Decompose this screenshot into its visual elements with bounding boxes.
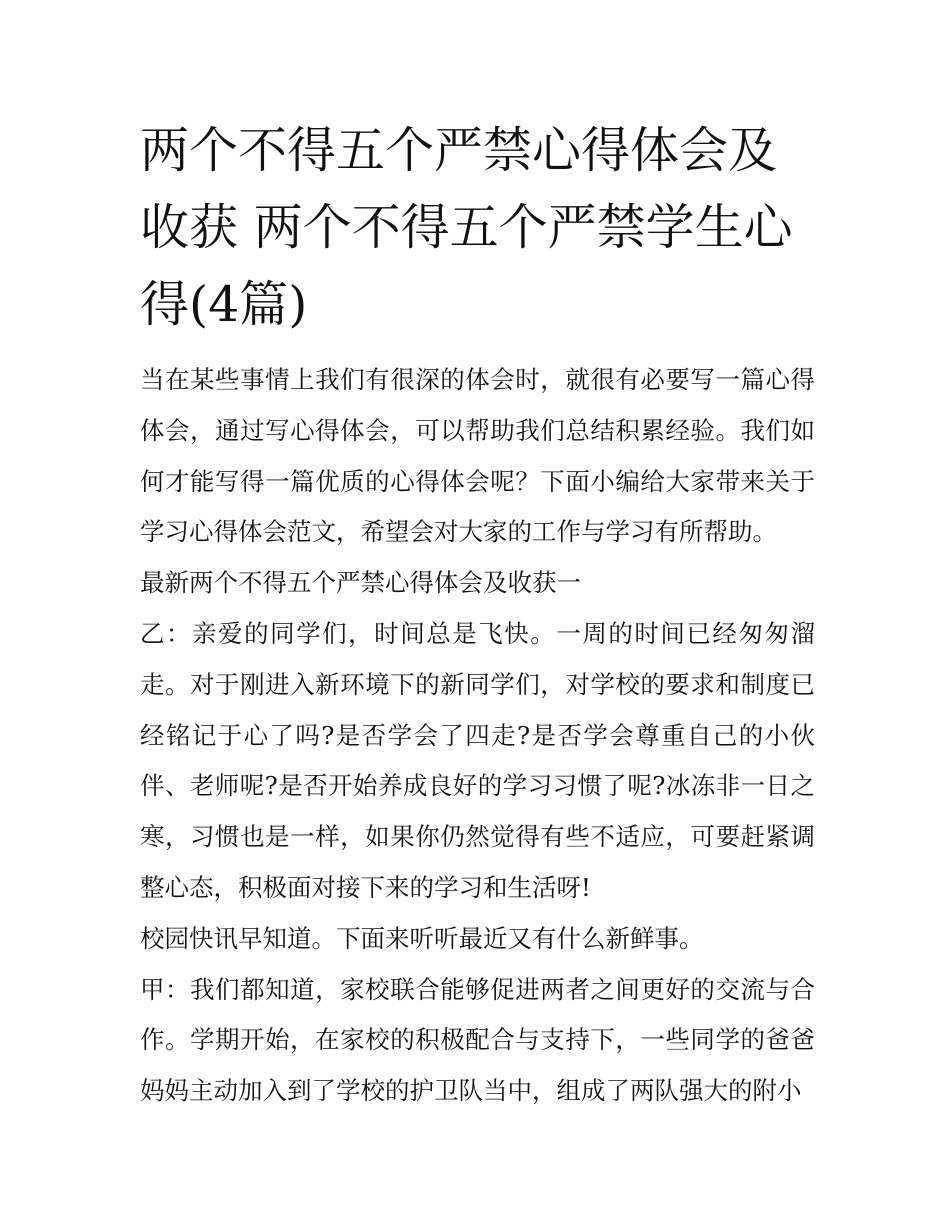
document-title: 两个不得五个严禁心得体会及收获 两个不得五个严禁学生心得(4篇) [140,122,793,333]
speech-paragraph-yi: 乙：亲爱的同学们，时间总是飞快。一周的时间已经匆匆溜走。对于刚进入新环境下的新同学们，对学校的要求和制度已经铭记于心了吗?是否学会了四走?是否学会尊重自己的小伙伴、老师呢?是否开始养成良好的学习习惯了呢?冰冻非一日之寒，习惯也是一样，如果你仍然觉得有些不适应，可要赶紧调整心态，积极面对接下来的学习和生活呀! [140,618,815,902]
section-heading: 最新两个不得五个严禁心得体会及收获一 [140,568,581,598]
intro-paragraph: 当在某些事情上我们有很深的体会时，就很有必要写一篇心得体会，通过写心得体会，可以帮助我们总结积累经验。我们如何才能写得一篇优质的心得体会呢？下面小编给大家带来关于学习心得体会范文，希望会对大家的工作与学习有所帮助。 [140,365,815,547]
document-body [140,112,815,1117]
speech-paragraph-jia: 甲：我们都知道，家校联合能够促进两者之间更好的交流与合作。学期开始，在家校的积极配合与支持下，一些同学的爸爸妈妈主动加入到了学校的护卫队当中，组成了两队强大的附小 [140,974,815,1106]
news-intro-paragraph: 校园快讯早知道。下面来听听最近又有什么新鲜事。 [140,923,704,953]
